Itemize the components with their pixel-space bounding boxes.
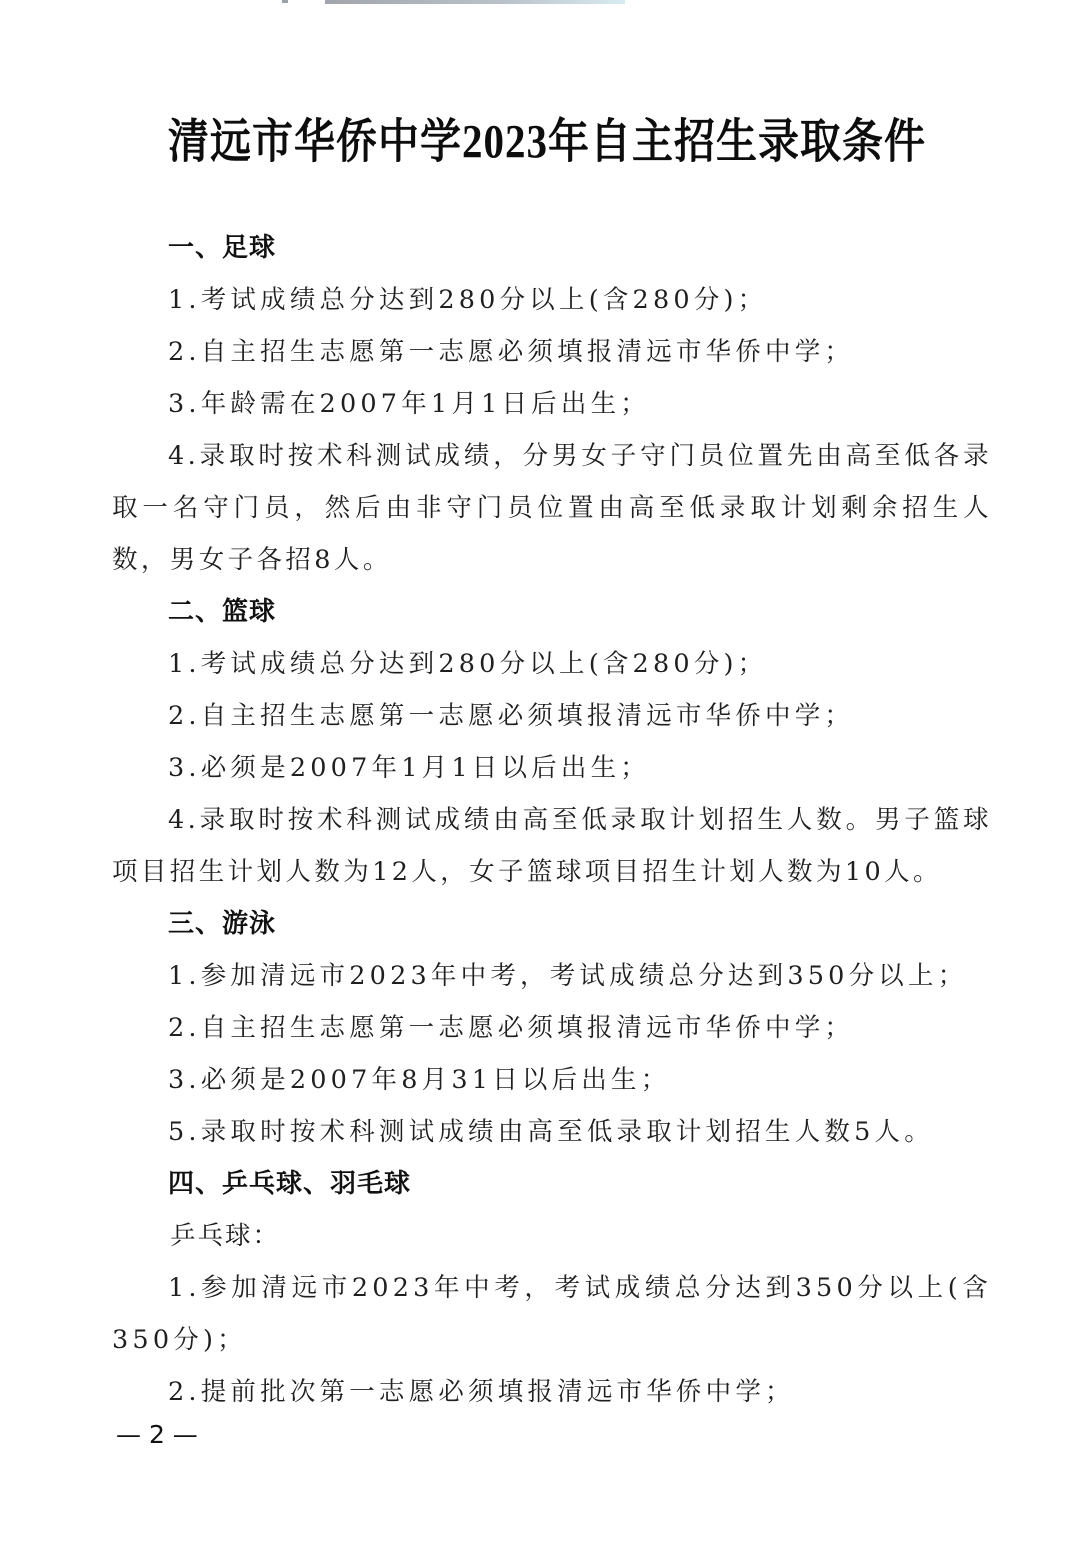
requirement-item: 2.自主招生志愿第一志愿必须填报清远市华侨中学； (168, 1013, 855, 1043)
requirement-item: 3.必须是2007年8月31日以后出生； (168, 1065, 671, 1095)
scan-artifact (325, 0, 625, 4)
sub-heading-table-tennis: 乒乓球： (170, 1221, 281, 1251)
section-heading: 三、游泳 (168, 909, 277, 939)
requirement-item: 1.参加清远市2023年中考，考试成绩总分达到350分以上； (168, 961, 968, 991)
section-table-tennis-badminton (112, 1158, 992, 1418)
requirement-item: 2.自主招生志愿第一志愿必须填报清远市华侨中学； (168, 337, 855, 367)
requirement-item: 5.录取时按术科测试成绩由高至低录取计划招生人数5人。 (168, 1117, 934, 1147)
requirement-item: 4.录取时按术科测试成绩由高至低录取计划招生人数。男子篮球项目招生计划人数为12人，女子篮球项目招生计划人数为10人。 (112, 805, 992, 887)
requirement-item: 2.提前批次第一志愿必须填报清远市华侨中学； (168, 1377, 795, 1407)
requirement-item: 1.考试成绩总分达到280分以上(含280分)； (168, 649, 768, 679)
scan-artifact (282, 0, 288, 3)
section-basketball (112, 586, 992, 898)
page-number: — 2 — (116, 1420, 198, 1449)
requirement-item: 3.必须是2007年1月1日以后出生； (168, 753, 650, 783)
requirement-item: 3.年龄需在2007年1月1日后出生； (168, 389, 650, 419)
requirement-item: 4.录取时按术科测试成绩，分男女子守门员位置先由高至低各录取一名守门员，然后由非守门员位置由高至低录取计划剩余招生人数，男女子各招8人。 (112, 441, 992, 575)
requirement-item: 1.考试成绩总分达到280分以上(含280分)； (168, 285, 768, 315)
document-body (112, 222, 992, 1418)
requirement-item: 2.自主招生志愿第一志愿必须填报清远市华侨中学； (168, 701, 855, 731)
section-heading: 一、足球 (168, 233, 277, 263)
requirement-item: 1.参加清远市2023年中考，考试成绩总分达到350分以上(含350分)； (112, 1273, 992, 1355)
section-heading: 四、乒乓球、羽毛球 (168, 1169, 412, 1199)
section-football (112, 222, 992, 586)
section-heading: 二、篮球 (168, 597, 277, 627)
section-swimming (112, 898, 992, 1158)
document-title: 清远市华侨中学2023年自主招生录取条件 (168, 115, 926, 168)
